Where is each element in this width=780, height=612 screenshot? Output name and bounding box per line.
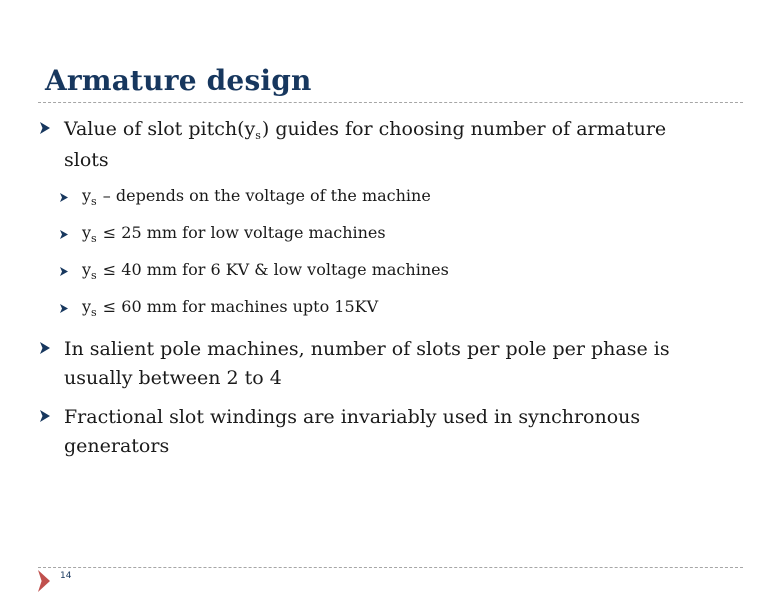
bullet-arrow-icon (40, 342, 50, 354)
bullet-text: In salient pole machines, number of slots per pole per phase is usually between 2 to 4 (64, 338, 670, 389)
bullet-text: Fractional slot windings are invariably used in synchronous generators (64, 406, 641, 457)
sub-bullet-arrow-icon (60, 267, 68, 276)
bullet-text: Value of slot $pitch(y_s)$ guides for choosing number of armature slots (64, 118, 667, 171)
footer-divider (38, 567, 743, 568)
sub-bullet-arrow-icon (60, 230, 68, 239)
bullet-arrow-icon (40, 122, 50, 134)
bullet-arrow-icon (40, 410, 50, 422)
sub-bullet-arrow-icon (60, 193, 68, 202)
slide-marker-arrow-icon (38, 570, 50, 592)
page-number: 14 (60, 571, 72, 581)
sub-bullet-arrow-icon (60, 304, 68, 313)
slide-title: Armature design (45, 64, 312, 97)
title-divider (38, 102, 743, 103)
